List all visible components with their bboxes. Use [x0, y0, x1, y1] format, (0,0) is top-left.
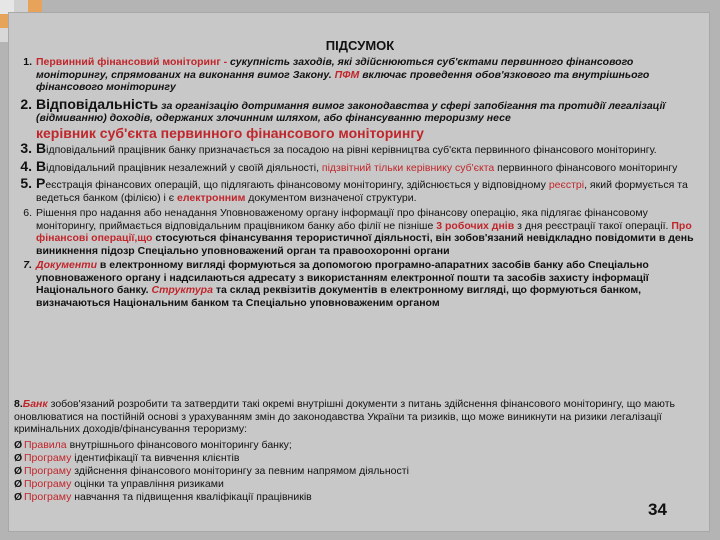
item-highlight: реєстрі [548, 179, 585, 191]
arrow-bullet-icon: Ø [14, 439, 23, 451]
item-number: 2. [20, 95, 32, 112]
item-number: 6. [23, 207, 32, 219]
item-text: в електронному вигляді формуються за допомогою програмно-апаратних засобів банку або Спеціально уповноваженого органу і надсилаються адресату з використанням електронної пошти та засобів захисту інформації Національного банку. [36, 259, 649, 296]
item-text: та склад реквізитів документів в електронному вигляді, що формуються банком, визначаються Національним банком та Спеціально уповноваженим органом [36, 284, 642, 309]
bullet-text: навчання та підвищення кваліфікації працівників [74, 491, 312, 503]
page-number: 34 [648, 500, 667, 519]
list-item-6 [23, 207, 696, 257]
list-item-2 [20, 95, 696, 141]
item-lead: Банк [22, 398, 48, 410]
item-text: еєстрація фінансових операцій, що підлягають фінансовому моніторингу, здійснюється у відповідному [45, 179, 546, 191]
list-item-5 [20, 175, 696, 204]
content [20, 56, 696, 309]
item-text: , який формується та ведеться банком (філією) і є [36, 179, 688, 204]
arrow-bullet-icon: Ø [14, 465, 23, 477]
item-lead: В [36, 157, 47, 174]
item-text: з дня реєстрації такої операції. [517, 219, 669, 232]
page-title: ПІДСУМОК [325, 38, 395, 53]
item-lead: Відповідальність [36, 95, 159, 112]
item-text: ідповідальний працівник банку призначається за посадою на рівні керівництва суб'єкта первинного фінансового моніторингу. [46, 144, 657, 156]
list-item-8 [14, 398, 698, 436]
item-text: включає проведення обов'язкового та внутрішнього фінансового моніторингу [36, 68, 650, 93]
item-text: документом визначеної структури. [248, 191, 417, 204]
item-number: 4. [20, 157, 32, 174]
item-number: 8. [14, 398, 23, 410]
bullet-lead: Програму [24, 465, 72, 477]
item-highlight: 3 робочих днів [436, 219, 515, 232]
bullet-text: ідентифікації та вивчення клієнтів [74, 452, 240, 464]
item-text: ідповідальний працівник незалежний у своїй діяльності, [46, 161, 319, 174]
bullet-text: оцінки та управління ризиками [74, 478, 224, 490]
item-text: сукупність заходів, які здійснюються суб'єктами первинного фінансового моніторингу, спрямованих на виконання вимог Закону. [36, 56, 634, 81]
bullet-text: здійснення фінансового моніторингу за певним напрямом діяльності [74, 465, 409, 477]
arrow-bullet-icon: Ø [14, 478, 23, 490]
bullet-list [14, 439, 634, 504]
list-item-4 [20, 157, 696, 175]
item-lead: Документи [36, 259, 97, 271]
list-item [14, 452, 634, 465]
list-item-3 [20, 140, 696, 157]
item-highlight: електронним [177, 191, 246, 204]
list-item-7 [23, 259, 696, 309]
pfm-label: ПФМ [334, 68, 360, 81]
item-highlight: підзвітний тільки керівнику суб'єкта [321, 161, 495, 174]
item-lead: Р [36, 175, 46, 191]
item-highlight: Структура [151, 284, 213, 296]
item-number: 5. [20, 175, 32, 191]
item-text: стосуються фінансування терористичної діяльності, він зобов'язаний невідкладно повідомити в день виникнення підозр Спеціально уповноважений орган та правоохоронні органи [36, 232, 694, 257]
item-text: Рішення про надання або ненадання Уповноваженому органу інформації про фінансову операцію, яка підлягає фінансовому моніторингу, приймається відповідальним працівником банку або філії не пізніше [36, 207, 648, 232]
list-item [14, 465, 634, 478]
item-number: 1. [23, 56, 32, 68]
item-text: за організацію дотримання вимог законодавства у сфері запобігання та протидії легалізації (відмиванню) доходів, одержаних злочинним шляхом, або фінансуванню тероризму несе [36, 99, 666, 124]
item-text: зобов'язаний розробити та затвердити такі окремі внутрішні документи з питань здійснення фінансового моніторингу, що мають оновлюватися на постійній основі з урахуванням змін до законодавства України та ризиків, що може виникнути на ризики легалізації кримінальних доходів/фінансування тероризму: [14, 398, 675, 435]
bullet-lead: Програму [24, 478, 72, 490]
list-item-1 [23, 56, 696, 94]
item-lead: В [36, 140, 47, 156]
bullet-text: внутрішнього фінансового моніторингу банку; [69, 439, 292, 451]
list-item [14, 491, 634, 504]
item-highlight: Про фінансові операції,що [36, 219, 692, 244]
item-number: 7. [23, 259, 32, 271]
item-lead: Первинний фінансовий моніторинг - [36, 56, 228, 68]
list-item [14, 478, 634, 491]
arrow-bullet-icon: Ø [14, 452, 23, 464]
bullet-lead: Програму [24, 491, 72, 503]
bullet-lead: Програму [24, 452, 72, 464]
arrow-bullet-icon: Ø [14, 491, 23, 503]
item-number: 3. [20, 140, 32, 156]
list-item [14, 439, 634, 452]
bullet-lead: Правила [24, 439, 67, 451]
item-text: первинного фінансового моніторингу [497, 161, 678, 174]
responsible-subject: керівник суб'єкта первинного фінансового моніторингу [36, 124, 424, 141]
